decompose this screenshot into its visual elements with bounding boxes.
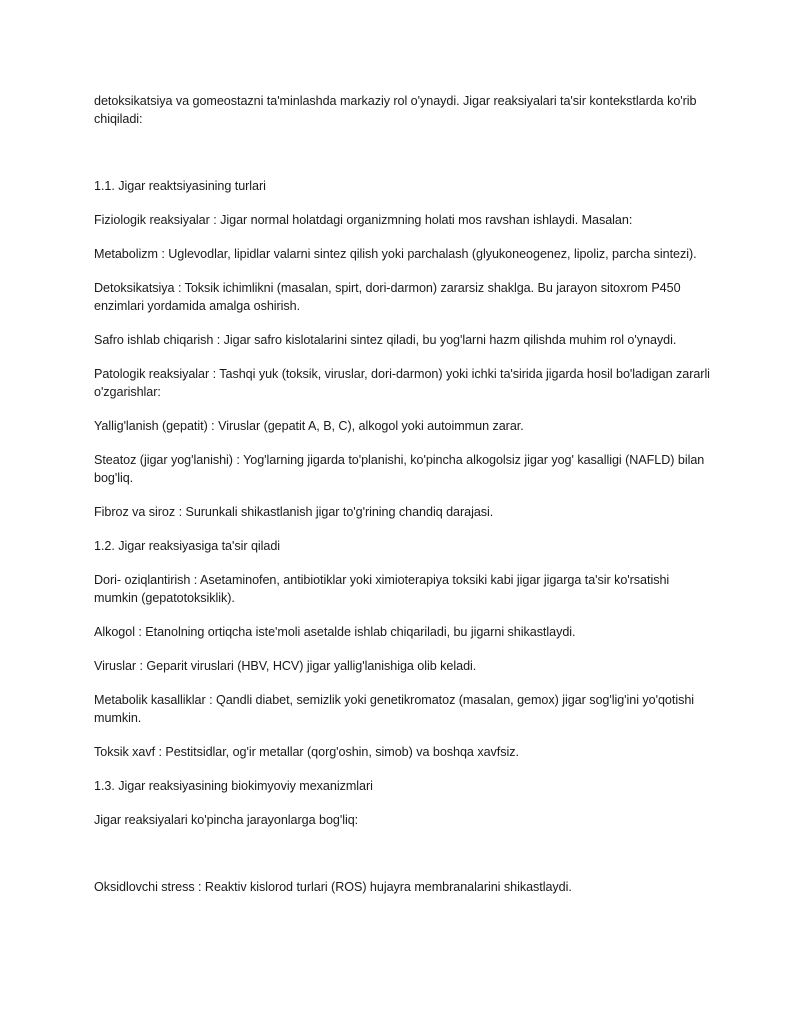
section-heading-1-2: 1.2. Jigar reaksiyasiga ta'sir qiladi xyxy=(94,539,281,553)
paragraph-fibrosis: Fibroz va siroz : Surunkali shikastlanish jigar to'g'rining chandiq darajasi. xyxy=(94,505,494,519)
paragraph-alcohol: Alkogol : Etanolning ortiqcha iste'moli asetalde ishlab chiqariladi, bu jigarni shikastlaydi. xyxy=(94,625,576,639)
paragraph-metabolic-diseases: Metabolik kasalliklar : Qandli diabet, semizlik yoki genetikromatoz (masalan, gemox) jigar sog'lig'ini yo'qotishi mumkin. xyxy=(94,693,695,725)
document-body xyxy=(94,92,714,896)
paragraph-bile-production: Safro ishlab chiqarish : Jigar safro kislotalarini sintez qiladi, bu yog'larni hazm qilishda muhim rol o'ynaydi. xyxy=(94,333,677,347)
paragraph-oxidative-stress: Oksidlovchi stress : Reaktiv kislorod turlari (ROS) hujayra membranalarini shikastlaydi. xyxy=(94,880,572,894)
paragraph-mechanisms-intro: Jigar reaksiyalari ko'pincha jarayonlarga bog'liq: xyxy=(94,813,359,827)
paragraph-metabolism: Metabolizm : Uglevodlar, lipidlar valarni sintez qilish yoki parchalash (glyukoneogenez, lipoliz, parcha sintezi). xyxy=(94,247,697,261)
paragraph-toxic-risk: Toksik xavf : Pestitsidlar, og'ir metallar (qorg'oshin, simob) va boshqa xavfsiz. xyxy=(94,745,519,759)
paragraph-physiological-reactions: Fiziologik reaksiyalar : Jigar normal holatdagi organizmning holati mos ravshan ishlaydi. Masalan: xyxy=(94,213,633,227)
paragraph-steatosis: Steatoz (jigar yog'lanishi) : Yog'larning jigarda to'planishi, ko'pincha alkogolsiz jigar yog' kasalligi (NAFLD) bilan bog'liq. xyxy=(94,453,705,485)
paragraph-drugs: Dori- oziqlantirish : Asetaminofen, antibiotiklar yoki ximioterapiya toksiki kabi jigar jigarga ta'sir ko'rsatishi mumkin (gepatotoksiklik). xyxy=(94,573,670,605)
paragraph-hepatitis: Yallig'lanish (gepatit) : Viruslar (gepatit A, B, C), alkogol yoki autoimmun zarar. xyxy=(94,419,524,433)
paragraph-detoxification: Detoksikatsiya : Toksik ichimlikni (masalan, spirt, dori-darmon) zararsiz shaklga. Bu jarayon sitoxrom P450 enzimlari yordamida amalga oshirish. xyxy=(94,281,681,313)
paragraph-viruses: Viruslar : Geparit viruslari (HBV, HCV) jigar yallig'lanishiga olib keladi. xyxy=(94,659,477,673)
paragraph-pathological-reactions: Patologik reaksiyalar : Tashqi yuk (toksik, viruslar, dori-darmon) yoki ichki ta'sirida jigarda hosil bo'ladigan zararli o'zgarishlar: xyxy=(94,367,710,399)
section-heading-1-1: 1.1. Jigar reaktsiyasining turlari xyxy=(94,179,266,193)
section-heading-1-3: 1.3. Jigar reaksiyasining biokimyoviy mexanizmlari xyxy=(94,779,373,793)
intro-paragraph: detoksikatsiya va gomeostazni ta'minlashda markaziy rol o'ynaydi. Jigar reaksiyalari ta'sir kontekstlarda ko'rib chiqiladi: xyxy=(94,94,697,126)
